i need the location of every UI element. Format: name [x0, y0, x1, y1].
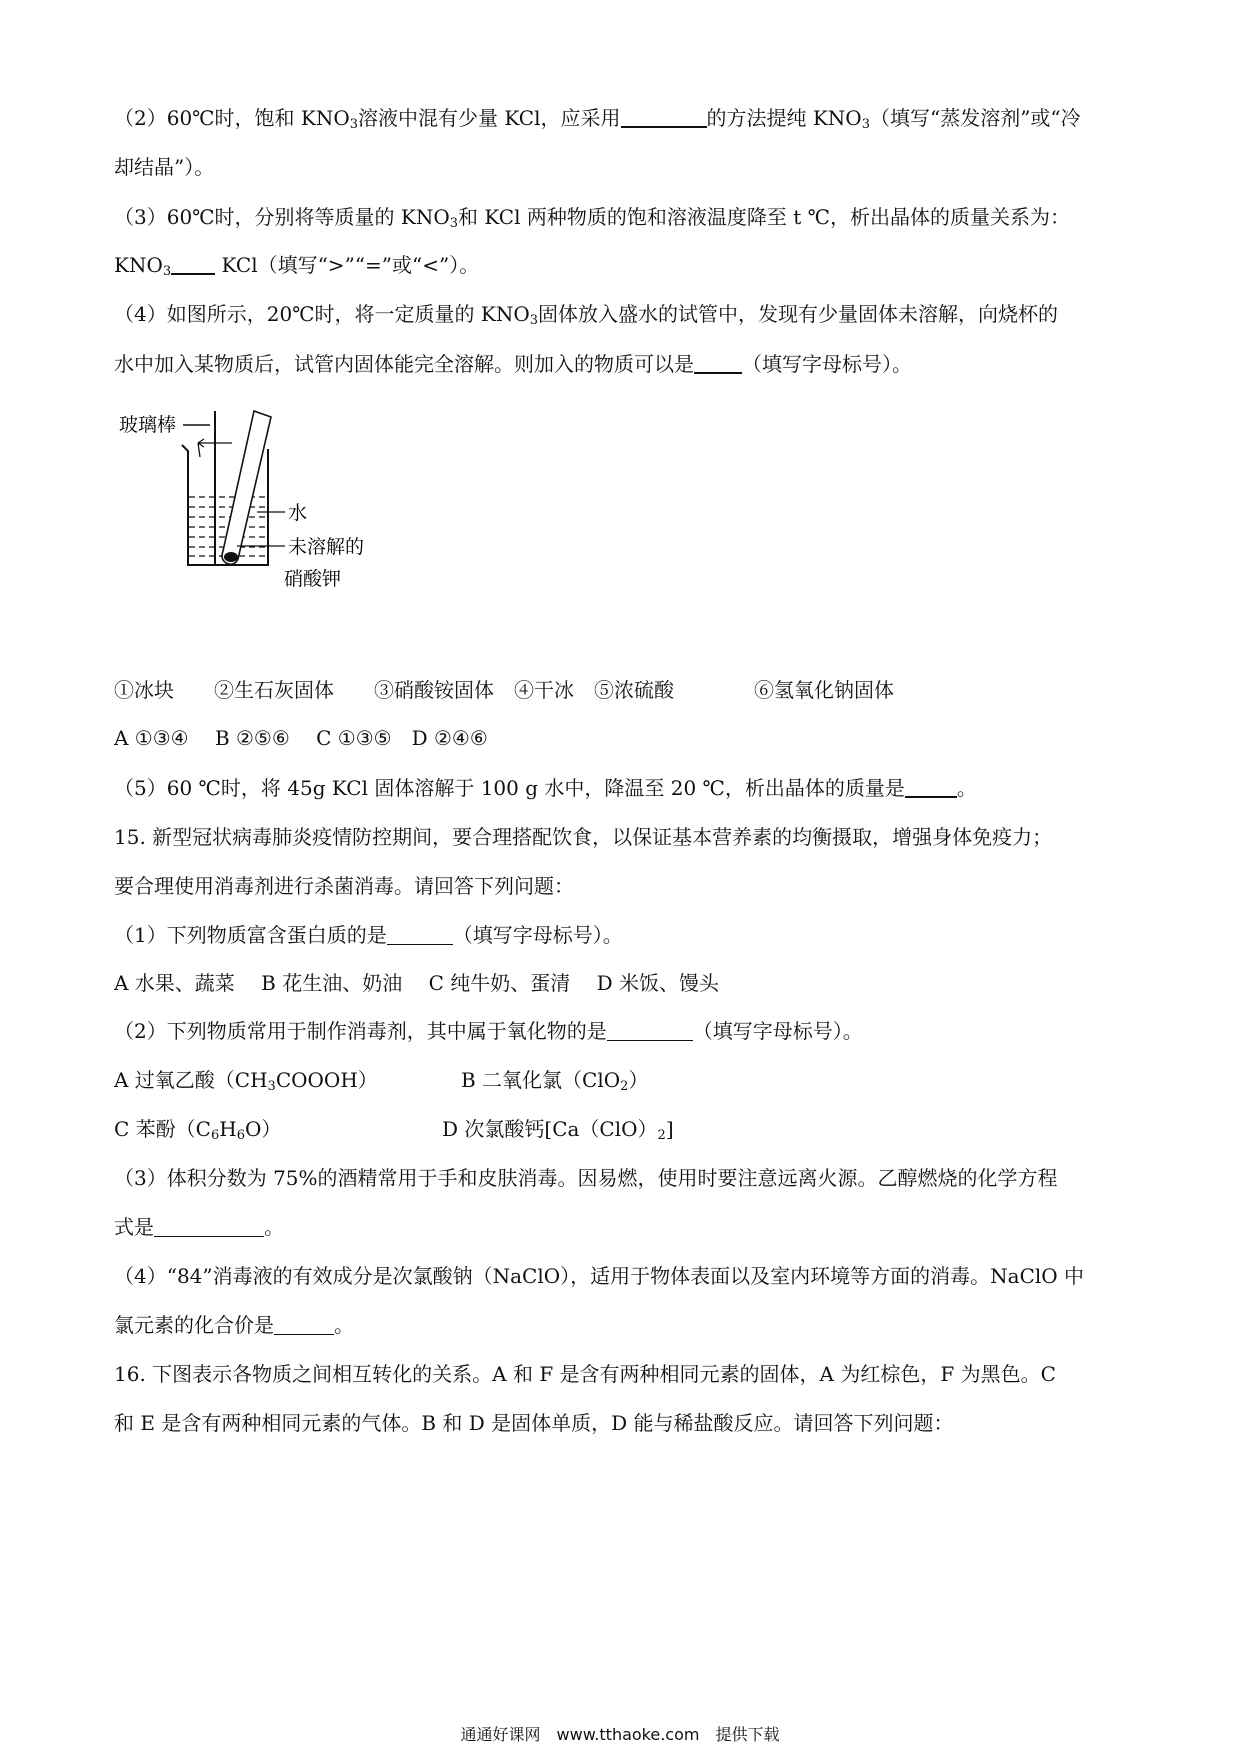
q15-part3-line2: 式是 。 — [114, 1215, 284, 1239]
q14-part3-line2: $KNO_3$ KCl（填写“>”“=”或“<”）。 — [114, 253, 480, 279]
figure-label-kno3: 硝酸钾 — [284, 568, 342, 590]
q15-intro-line1: 15. 新型冠状病毒肺炎疫情防控期间，要合理搭配饮食，以保证基本营养素的均衡摄取，增强身体免疫力； — [114, 825, 1053, 849]
test-tube — [222, 411, 271, 564]
q14-part4-line2: 水中加入某物质后，试管内固体能完全溶解。则加入的物质可以是 （填写字母标号）。 — [114, 352, 912, 376]
answer-blank[interactable] — [905, 776, 957, 798]
figure-label-water: 水 — [288, 502, 308, 524]
q15-part1: （1）下列物质富含蛋白质的是 （填写字母标号）。 — [114, 923, 623, 947]
q15-option-b: B 二氧化氯（ClO$_2$） — [461, 1068, 649, 1094]
q14-substance-list: ①冰块 ②生石灰固体 ③硝酸铵固体 ④干冰 ⑤浓硫酸 ⑥氢氧化钠固体 — [114, 678, 894, 702]
beaker-test-tube-figure — [110, 405, 410, 615]
answer-blank[interactable] — [274, 1314, 334, 1335]
q14-answer-options: A ①③④ B ②⑤⑥ C ①③⑤ D ②④⑥ — [114, 726, 488, 750]
q15-option-c: C 苯酚$(C_6H_6O)$ — [114, 1117, 282, 1143]
q15-part4-line2: 氯元素的化合价是 。 — [114, 1313, 354, 1337]
answer-blank[interactable] — [154, 1216, 264, 1237]
q14-part4-line1: （4）如图所示，20℃时，将一定质量的 $KNO_3$固体放入盛水的试管中，发现有少量固体未溶解，向烧杯的 — [114, 302, 1059, 328]
q15-part4-line1: （4）“84”消毒液的有效成分是次氯酸钠（NaClO），适用于物体表面以及室内环境等方面的消毒。NaClO 中 — [114, 1264, 1085, 1288]
page-footer: 通通好课网 www.tthaoke.com 提供下载 — [460, 1725, 780, 1744]
q15-part3-line1: （3）体积分数为 75%的酒精常用于手和皮肤消毒。因易燃，使用时要注意远离火源。乙醇燃烧的化学方程 — [114, 1166, 1058, 1190]
q15-part2: （2）下列物质常用于制作消毒剂，其中属于氧化物的是 （填写字母标号）。 — [114, 1019, 863, 1043]
q15-intro-line2: 要合理使用消毒剂进行杀菌消毒。请回答下列问题： — [114, 874, 574, 898]
undissolved-solid — [224, 552, 238, 562]
q16-line1: 16. 下图表示各物质之间相互转化的关系。A 和 F 是含有两种相同元素的固体，A 为红棕色，F 为黑色。C — [114, 1362, 1056, 1386]
figure-label-undissolved: 未溶解的 — [288, 536, 365, 558]
q15-option-d: D 次氯酸钙$[Ca(ClO)_2]$ — [442, 1117, 674, 1143]
q14-part5: （5）60 ℃时，将 45g KCl 固体溶解于 100 g 水中，降温至 20 ℃，析出晶体的质量是 。 — [114, 776, 977, 800]
q14-part2-line2: 却结晶”）。 — [114, 155, 215, 179]
q14-part3-line1: （3）60℃时，分别将等质量的 $KNO_3$和 KCl 两种物质的饱和溶液温度降至 t ℃，析出晶体的质量关系为： — [114, 205, 1070, 231]
q16-line2: 和 E 是含有两种相同元素的气体。B 和 D 是固体单质，D 能与稀盐酸反应。请回答下列问题： — [114, 1411, 954, 1435]
answer-blank[interactable] — [387, 924, 453, 945]
answer-blank[interactable] — [694, 352, 742, 374]
answer-blank[interactable] — [607, 1020, 693, 1041]
answer-blank[interactable] — [171, 253, 215, 275]
q15-part1-options: A 水果、蔬菜 B 花生油、奶油 C 纯牛奶、蛋清 D 米饭、馒头 — [114, 971, 719, 995]
q14-part2-line1: （2）60℃时，饱和 $KNO_3$溶液中混有少量 KCl，应采用 的方法提纯 $KNO_3$（填写“蒸发溶剂”或“冷 — [114, 106, 1081, 132]
q15-option-a: A 过氧乙酸$(CH_3COOOH)$ — [114, 1068, 378, 1094]
figure-label-glass-rod: 玻璃棒 — [119, 414, 177, 436]
answer-blank[interactable] — [621, 106, 707, 128]
